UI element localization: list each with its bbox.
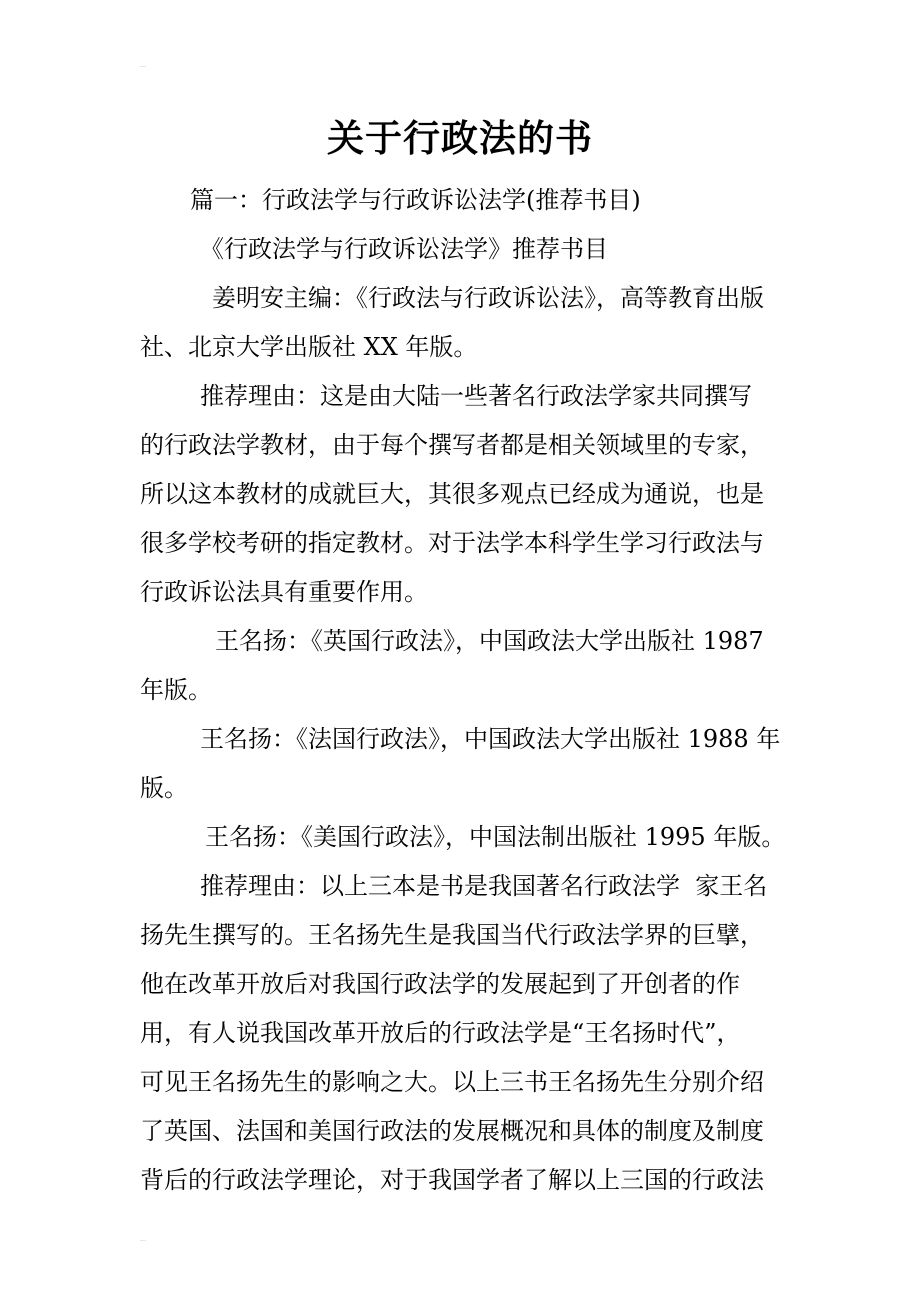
reason-paragraph-line: 他在改革开放后对我国行政法学的发展起到了开创者的作 [140,970,740,998]
corner-mark-bottom [140,1240,146,1241]
reason-paragraph-line: 推荐理由：这是由大陆一些著名行政法学家共同撰写 [200,382,752,410]
book-entry-continued: 年版。 [140,676,212,704]
reason-paragraph-line: 了英国、法国和美国行政法的发展概况和具体的制度及制度 [140,1117,764,1145]
book-entry: 姜明安主编：《行政法与行政诉讼法》，高等教育出版 [212,284,764,312]
reason-paragraph-line: 的行政法学教材，由于每个撰写者都是相关领域里的专家， [140,431,764,459]
reason-paragraph-line: 用，有人说我国改革开放后的行政法学是“王名扬时代”， [140,1019,741,1047]
reason-paragraph-line: 可见王名扬先生的影响之大。以上三书王名扬先生分别介绍 [140,1068,764,1096]
book-entry: 王名扬：《英国行政法》，中国政法大学出版社 1987 [215,627,764,655]
reason-paragraph-line: 扬先生撰写的。王名扬先生是我国当代行政法学界的巨擘， [140,921,764,949]
reason-paragraph-line: 行政诉讼法具有重要作用。 [140,578,428,606]
reason-paragraph-line: 推荐理由：以上三本是书是我国著名行政法学 家王名 [200,872,768,900]
reason-paragraph-line: 背后的行政法学理论，对于我国学者了解以上三国的行政法 [140,1166,764,1194]
reason-paragraph-line: 很多学校考研的指定教材。对于法学本科学生学习行政法与 [140,529,764,557]
subheading: 《行政法学与行政诉讼法学》推荐书目 [200,235,608,263]
reason-paragraph-line: 所以这本教材的成就巨大，其很多观点已经成为通说，也是 [140,480,764,508]
book-entry: 王名扬：《法国行政法》，中国政法大学出版社 1988 年 [200,725,781,753]
document-title: 关于行政法的书 [327,116,593,160]
book-entry-continued: 社、北京大学出版社 XX 年版。 [140,333,478,361]
corner-mark-top [140,66,146,67]
section-heading: 篇一：行政法学与行政诉讼法学(推荐书目) [190,186,641,214]
book-entry-continued: 版。 [140,774,188,802]
book-entry: 王名扬：《美国行政法》，中国法制出版社 1995 年版。 [205,823,786,851]
